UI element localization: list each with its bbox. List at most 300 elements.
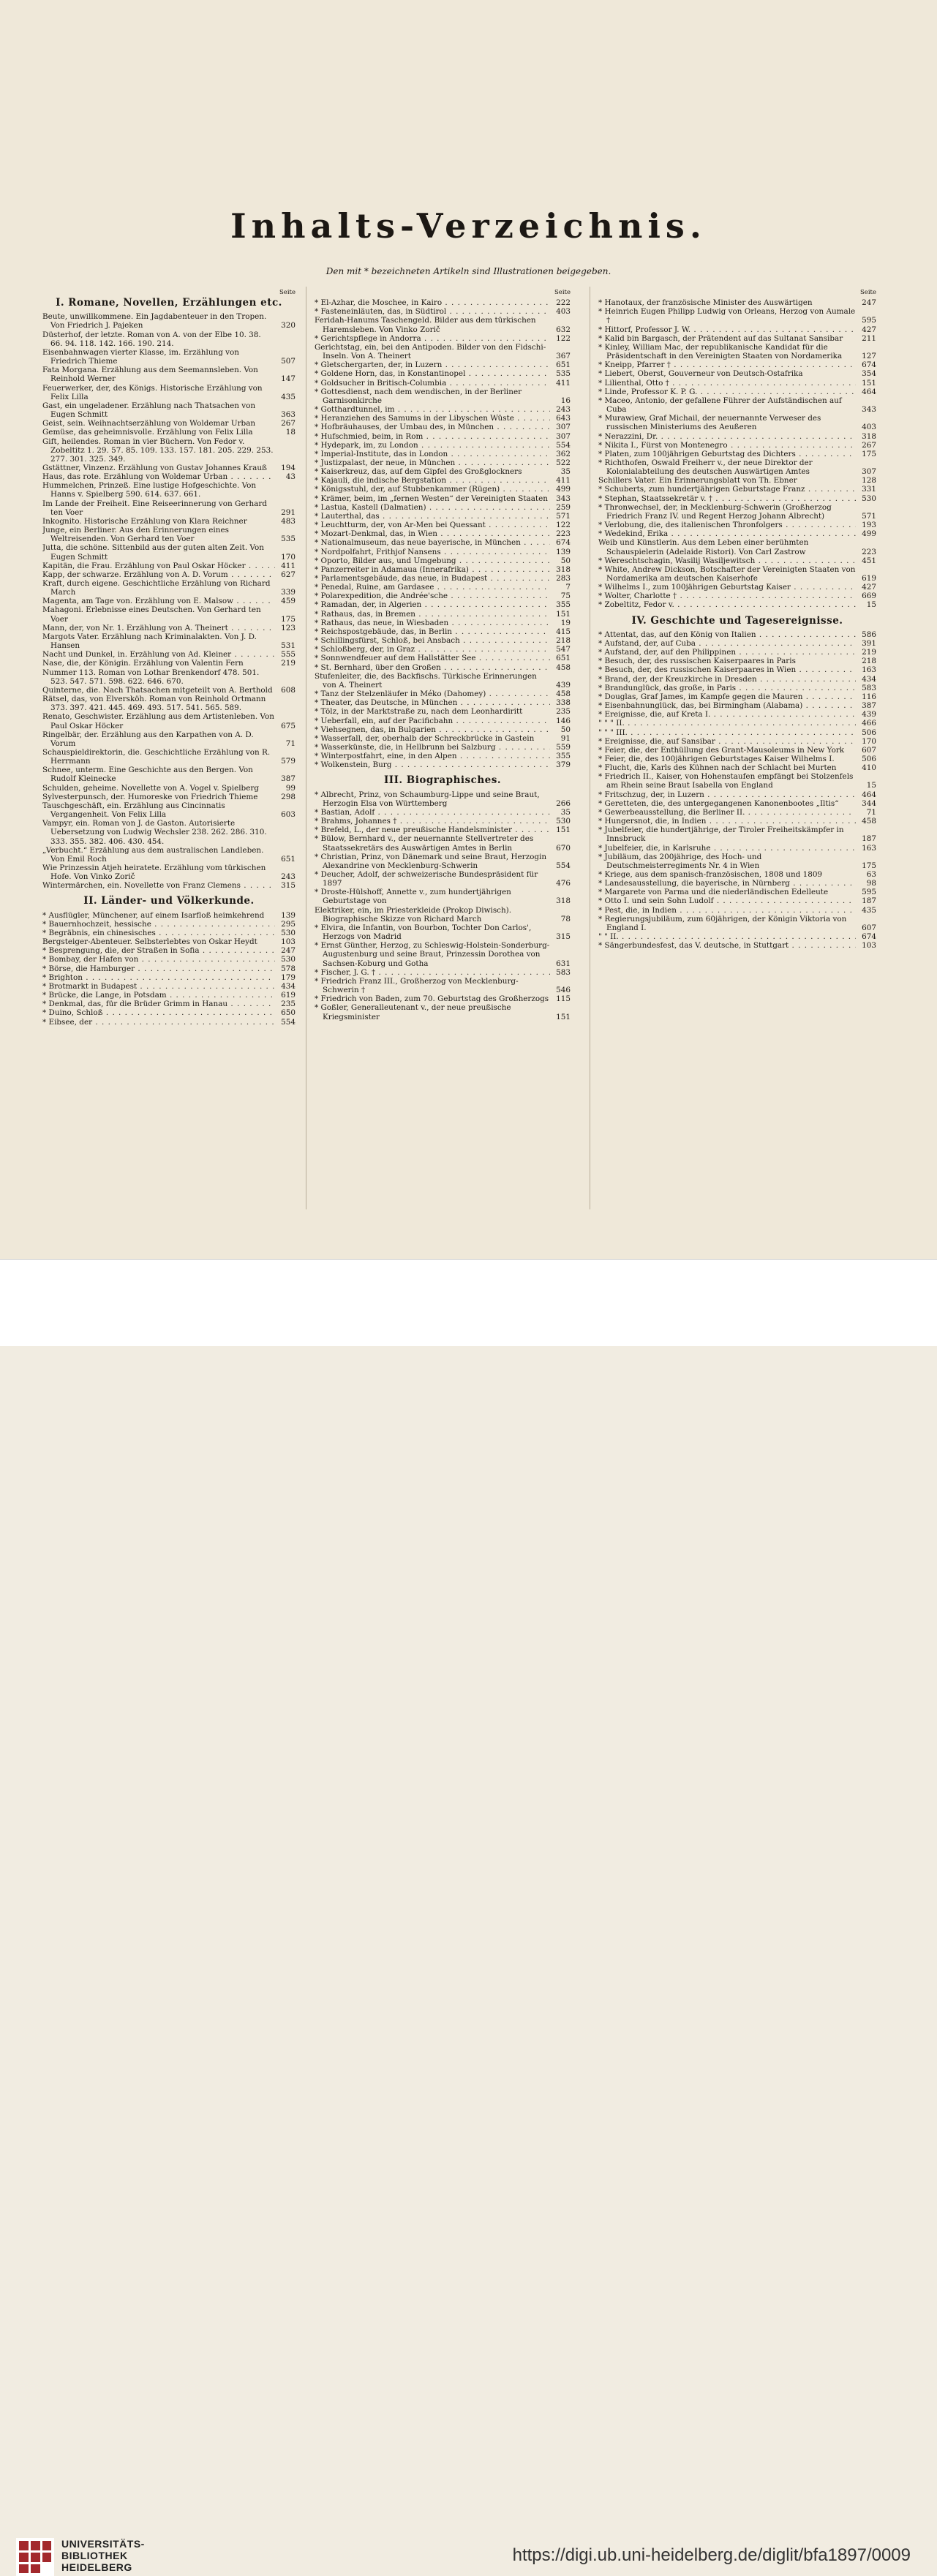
- toc-entry[interactable]: [315, 414, 571, 423]
- toc-entry-page: 247: [281, 946, 296, 956]
- toc-entry-page: 427: [862, 325, 876, 334]
- toc-entry[interactable]: [42, 472, 296, 481]
- toc-entry-title: Düsterhof, der letzte. Roman von A. von der Elbe 10. 38. 66. 94. 118. 142. 166. 190. 214.: [42, 330, 261, 348]
- toc-entry-page: 18: [285, 428, 296, 437]
- permalink-url[interactable]: https://digi.ub.uni-heidelberg.de/diglit/bfa1897/0009: [512, 2545, 911, 2565]
- toc-entry-title: * Nationalmuseum, das neue bayerische, in München . . .: [315, 538, 550, 547]
- toc-entry-title: * Panzerreiter in Adamaua (Innerafrika) . . .: [315, 565, 550, 574]
- toc-entry[interactable]: [598, 521, 876, 529]
- toc-entry-page: 223: [862, 547, 876, 556]
- toc-entry[interactable]: [598, 665, 876, 674]
- toc-entry[interactable]: [598, 414, 876, 431]
- toc-entry[interactable]: [598, 701, 876, 710]
- toc-entry[interactable]: [42, 401, 296, 419]
- toc-entry[interactable]: [42, 929, 296, 937]
- toc-entry[interactable]: [598, 932, 876, 941]
- toc-entry-page: 43: [285, 472, 296, 482]
- toc-entry[interactable]: [315, 441, 571, 450]
- toc-entry[interactable]: [315, 529, 571, 538]
- toc-entry[interactable]: [315, 307, 571, 316]
- toc-entry[interactable]: [315, 405, 571, 414]
- toc-entry-title: * St. Bernhard, über den Großen . . .: [315, 663, 550, 672]
- toc-entry-title: * Albrecht, Prinz, von Schaumburg-Lippe und seine Braut, Herzogin Elsa von Württemberg: [315, 790, 540, 808]
- toc-entry-title: * Jubiläum, das 200jährige, des Hoch- und Deutschmeisterregiments Nr. 4 in Wien: [598, 852, 762, 870]
- toc-entry[interactable]: [42, 793, 296, 801]
- toc-entry-page: 7: [565, 583, 571, 592]
- toc-entry-title: * Platen, zum 100jährigen Geburtstag des Dichters . . .: [598, 450, 856, 458]
- toc-entry-title: * Besuch, der, des russischen Kaiserpaares in Paris: [598, 657, 796, 666]
- toc-entry-page: 235: [281, 1000, 296, 1009]
- toc-entry-page: 434: [862, 674, 876, 684]
- toc-entry[interactable]: [315, 556, 571, 565]
- toc-entry[interactable]: [42, 659, 296, 668]
- toc-entry-title: Mann, der, von Nr. 1. Erzählung von A. Theinert . . .: [42, 624, 275, 632]
- toc-entry[interactable]: [42, 955, 296, 964]
- toc-entry[interactable]: [598, 853, 876, 870]
- toc-entry-page: 298: [281, 792, 296, 801]
- toc-entry[interactable]: [42, 624, 296, 632]
- toc-entry[interactable]: [315, 316, 571, 333]
- toc-entry-page: 439: [556, 680, 571, 690]
- scanned-page: [0, 0, 937, 1259]
- toc-entry[interactable]: [598, 719, 876, 728]
- toc-entry[interactable]: [42, 419, 296, 428]
- toc-entry[interactable]: [42, 481, 296, 499]
- toc-entry[interactable]: [42, 650, 296, 659]
- toc-entry[interactable]: [42, 982, 296, 991]
- toc-entry[interactable]: [598, 763, 876, 772]
- toc-entry[interactable]: [315, 888, 571, 905]
- toc-entry-title: * Liebert, Oberst, Gouverneur von Deutsch-Ostafrika: [598, 369, 803, 379]
- toc-entry[interactable]: [315, 548, 571, 556]
- toc-entry-page: 211: [862, 333, 876, 343]
- toc-entry[interactable]: [315, 636, 571, 645]
- toc-entry[interactable]: [42, 366, 296, 383]
- toc-entry[interactable]: [598, 915, 876, 932]
- toc-entry-page: 607: [862, 923, 876, 932]
- toc-entry-title: * Kinley, William Mac, der republikanische Kandidat für die Präsidentschaft in den Vereinigten Staaten von Nordamerika: [598, 342, 843, 361]
- toc-entry[interactable]: [315, 941, 571, 967]
- toc-entry[interactable]: [42, 973, 296, 982]
- toc-entry[interactable]: [315, 672, 571, 690]
- toc-entry-title: Stufenleiter, die, des Backfischs. Türkische Erinnerungen von A. Theinert: [315, 671, 537, 690]
- toc-entry[interactable]: [598, 817, 876, 826]
- toc-entry-page: 362: [556, 449, 571, 458]
- toc-entry[interactable]: [598, 396, 876, 414]
- toc-entry-title: * Kajauli, die indische Bergstation . . .: [315, 476, 550, 485]
- toc-entry[interactable]: [598, 432, 876, 441]
- toc-entry[interactable]: [42, 526, 296, 543]
- toc-entry[interactable]: [315, 494, 571, 503]
- toc-entry-title: * Gerichtspflege in Andorra . . .: [315, 334, 550, 343]
- toc-entry[interactable]: [598, 648, 876, 657]
- toc-entry-page: 267: [862, 440, 876, 450]
- toc-entry-title: Wintermärchen, ein. Novellette von Franz Clemens . . .: [42, 881, 275, 890]
- toc-entry-title: * Reichspostgebäude, das, in Berlin . . .: [315, 627, 550, 636]
- toc-entry-page: 554: [556, 861, 571, 870]
- toc-entry[interactable]: [315, 627, 571, 636]
- toc-entry[interactable]: [42, 819, 296, 845]
- toc-entry[interactable]: [315, 790, 571, 808]
- toc-entry-title: * Denkmal, das, für die Brüder Grimm in Hanau . . .: [42, 1000, 275, 1008]
- toc-entry[interactable]: [42, 597, 296, 605]
- toc-entry-page: 595: [862, 316, 876, 325]
- toc-entry-page: 343: [556, 494, 571, 503]
- toc-entry[interactable]: [315, 619, 571, 627]
- toc-entry[interactable]: [42, 668, 296, 686]
- toc-entry[interactable]: [315, 654, 571, 662]
- toc-entry-page: 338: [556, 698, 571, 708]
- toc-entry-page: 128: [862, 476, 876, 486]
- page-number-header: Seite: [859, 289, 876, 296]
- toc-entry-page: 218: [862, 657, 876, 666]
- toc-entry-page: 531: [281, 641, 296, 651]
- toc-entry[interactable]: [598, 360, 876, 369]
- toc-entry[interactable]: [315, 334, 571, 343]
- toc-entry-title: * Hydepark, im, zu London . . .: [315, 441, 550, 450]
- toc-entry-title: Gast, ein ungeladener. Erzählung nach Thatsachen von Eugen Schmitt: [42, 401, 256, 420]
- toc-entry-page: 267: [281, 419, 296, 428]
- toc-entry[interactable]: [315, 538, 571, 547]
- toc-entry[interactable]: [598, 896, 876, 905]
- toc-entry[interactable]: [315, 725, 571, 734]
- toc-entry[interactable]: [42, 1018, 296, 1027]
- toc-entry[interactable]: [42, 543, 296, 561]
- toc-entry[interactable]: [42, 766, 296, 783]
- toc-entry[interactable]: [42, 562, 296, 570]
- toc-entry[interactable]: [42, 579, 296, 597]
- toc-entry-title: * Wereschtschagin, Wasilij Wasiljewitsch . . .: [598, 556, 856, 565]
- toc-entry[interactable]: [598, 298, 876, 307]
- toc-entry-page: 507: [281, 357, 296, 366]
- toc-entry-page: 583: [556, 967, 571, 977]
- toc-entry[interactable]: [598, 494, 876, 503]
- toc-entry[interactable]: [315, 512, 571, 521]
- toc-entry[interactable]: [42, 1008, 296, 1017]
- toc-entry[interactable]: [315, 698, 571, 707]
- toc-entry-page: 571: [862, 511, 876, 521]
- toc-entry[interactable]: [315, 583, 571, 592]
- toc-entry[interactable]: [315, 817, 571, 826]
- toc-entry-page: 571: [556, 511, 571, 521]
- toc-entry[interactable]: [315, 977, 571, 994]
- toc-entry-title: * Maceo, Antonio, der gefallene Führer der Aufständischen auf Cuba: [598, 396, 842, 415]
- toc-entry-title: * Kneipp, Pfarrer † . . .: [598, 360, 856, 369]
- toc-entry[interactable]: [598, 441, 876, 450]
- toc-entry[interactable]: [42, 730, 296, 748]
- toc-entry[interactable]: [315, 923, 571, 941]
- toc-entry[interactable]: [42, 920, 296, 929]
- toc-entry-title: Rätsel, das, von Elversköh. Roman von Reinhold Ortmann 373. 397. 421. 445. 469. 493. 517. 541. 565. 589.: [42, 695, 266, 713]
- toc-entry[interactable]: [315, 343, 571, 360]
- toc-entry-title: * Bauernhochzeit, hessische . . .: [42, 920, 275, 929]
- toc-entry-title: * Bastian, Adolf . . .: [315, 808, 550, 817]
- toc-entry-title: * Landesausstellung, die bayerische, in Nürnberg . . .: [598, 879, 856, 888]
- toc-entry[interactable]: [598, 388, 876, 396]
- toc-entry[interactable]: [315, 906, 571, 923]
- toc-entry[interactable]: [315, 870, 571, 888]
- toc-entry[interactable]: [42, 499, 296, 517]
- toc-entry[interactable]: [598, 538, 876, 556]
- toc-entry[interactable]: [315, 808, 571, 817]
- toc-entry-page: 187: [862, 834, 876, 844]
- toc-entry[interactable]: [315, 994, 571, 1003]
- toc-entry-page: 608: [281, 685, 296, 695]
- toc-entry-title: Kapitän, die Frau. Erzählung von Paul Oskar Höcker . . .: [42, 562, 275, 570]
- toc-entry[interactable]: [315, 826, 571, 834]
- toc-entry[interactable]: [315, 707, 571, 716]
- toc-entry[interactable]: [42, 331, 296, 348]
- toc-entry[interactable]: [598, 450, 876, 458]
- toc-entry-title: Junge, ein Berliner. Aus den Erinnerungen eines Weltreisenden. Von Gerhard ten Voer: [42, 526, 229, 544]
- toc-entry[interactable]: [598, 772, 876, 790]
- toc-entry-page: 466: [862, 719, 876, 728]
- toc-entry[interactable]: [42, 517, 296, 526]
- toc-entry[interactable]: [315, 565, 571, 574]
- toc-entry-title: * Brücke, die Lange, in Potsdam . . .: [42, 991, 275, 1000]
- toc-entry-title: * Wolkenstein, Burg . . .: [315, 760, 550, 769]
- toc-entry[interactable]: [598, 600, 876, 609]
- toc-entry[interactable]: [315, 388, 571, 405]
- toc-entry[interactable]: [315, 423, 571, 431]
- toc-entry-title: Kapp, der schwarze. Erzählung von A. D. Vorum . . .: [42, 570, 275, 579]
- toc-entry[interactable]: [42, 964, 296, 973]
- toc-entry-page: 35: [560, 467, 571, 477]
- toc-entry[interactable]: [315, 834, 571, 852]
- toc-entry[interactable]: [598, 485, 876, 494]
- toc-entry[interactable]: [598, 476, 876, 485]
- toc-entry[interactable]: [598, 556, 876, 565]
- toc-entry-title: * Aufstand, der, auf Cuba . . .: [598, 639, 856, 648]
- toc-entry[interactable]: [315, 592, 571, 600]
- toc-entry[interactable]: [315, 432, 571, 441]
- toc-entry[interactable]: [42, 464, 296, 472]
- toc-entry-title: * Begräbnis, ein chinesisches . . .: [42, 929, 275, 937]
- toc-entry[interactable]: [42, 991, 296, 1000]
- toc-entry[interactable]: [315, 690, 571, 698]
- toc-entry-page: 367: [556, 352, 571, 361]
- toc-entry-title: * Otto I. und sein Sohn Ludolf . . .: [598, 896, 856, 905]
- toc-entry[interactable]: [315, 1003, 571, 1021]
- toc-entry-page: 103: [281, 937, 296, 947]
- toc-entry[interactable]: [598, 503, 876, 521]
- toc-entry[interactable]: [598, 307, 876, 325]
- toc-entry-title: Ringelbär, der. Erzählung aus den Karpathen von A. D. Vorum: [42, 730, 254, 748]
- toc-entry-title: * Linde, Professor K. P. G. . . .: [598, 388, 856, 396]
- toc-entry[interactable]: [315, 610, 571, 619]
- toc-entry[interactable]: [598, 592, 876, 600]
- toc-entry[interactable]: [42, 312, 296, 330]
- toc-entry-page: 318: [556, 896, 571, 906]
- toc-entry[interactable]: [315, 574, 571, 583]
- toc-entry[interactable]: [598, 334, 876, 343]
- toc-entry[interactable]: [42, 686, 296, 695]
- page-number-header: Seite: [279, 289, 296, 296]
- toc-entry[interactable]: [315, 853, 571, 870]
- toc-entry[interactable]: [598, 583, 876, 592]
- toc-entry[interactable]: [315, 645, 571, 654]
- toc-entry-page: 530: [556, 817, 571, 826]
- toc-entry-page: 619: [281, 991, 296, 1000]
- toc-entry[interactable]: [598, 941, 876, 950]
- toc-entry[interactable]: [42, 864, 296, 881]
- toc-entry-page: 139: [281, 910, 296, 920]
- toc-entry-page: 627: [281, 570, 296, 579]
- toc-entry-page: 458: [556, 662, 571, 672]
- toc-entry-title: Gift, heilendes. Roman in vier Büchern. Von Fedor v. Zobeltitz 1. 29. 57. 85. 109. 133. 157. 181. 205. 229. 253. 277. 301. 325. 349.: [42, 437, 274, 464]
- toc-entry-title: * Parlamentsgebäude, das neue, in Budapest . . .: [315, 574, 550, 583]
- toc-entry[interactable]: [598, 870, 876, 879]
- toc-entry[interactable]: [315, 503, 571, 512]
- toc-entry-title: * Wasserkünste, die, in Hellbrunn bei Salzburg . . .: [315, 743, 550, 752]
- toc-entry[interactable]: [42, 695, 296, 712]
- toc-entry-title: * Polarexpedition, die Andrée'sche . . .: [315, 592, 550, 600]
- toc-entry[interactable]: [315, 717, 571, 725]
- toc-entry-page: 435: [862, 905, 876, 915]
- toc-entry-page: 71: [285, 739, 296, 748]
- toc-entry[interactable]: [42, 428, 296, 437]
- toc-entry[interactable]: [42, 784, 296, 793]
- toc-entry[interactable]: [315, 458, 571, 467]
- toc-entry[interactable]: [42, 937, 296, 946]
- toc-entry[interactable]: [598, 826, 876, 843]
- toc-entry-title: * Nerazzini, Dr. . . .: [598, 432, 856, 441]
- toc-entry-page: 354: [862, 369, 876, 379]
- toc-entry-page: 535: [556, 369, 571, 379]
- toc-entry[interactable]: [42, 946, 296, 955]
- toc-entry[interactable]: [315, 379, 571, 388]
- toc-entry[interactable]: [42, 911, 296, 920]
- toc-entry[interactable]: [598, 675, 876, 684]
- toc-entry-title: * Brefeld, L., der neue preußische Handelsminister . . .: [315, 826, 550, 834]
- toc-entry[interactable]: [598, 844, 876, 853]
- toc-entry-title: * Kriege, aus dem spanisch-französischen, 1808 und 1809: [598, 870, 823, 879]
- toc-entry[interactable]: [42, 384, 296, 401]
- toc-entry[interactable]: [598, 639, 876, 648]
- toc-entry-page: 122: [556, 333, 571, 343]
- toc-entry[interactable]: [315, 968, 571, 977]
- toc-entry[interactable]: [315, 663, 571, 672]
- toc-entry[interactable]: [598, 790, 876, 799]
- toc-entry[interactable]: [598, 369, 876, 378]
- toc-entry-page: 98: [866, 879, 876, 888]
- toc-entry[interactable]: [598, 657, 876, 665]
- toc-entry-title: Haus, das rote. Erzählung von Woldemar Urban . . .: [42, 472, 275, 481]
- toc-entry[interactable]: [42, 1000, 296, 1008]
- toc-entry[interactable]: [315, 467, 571, 476]
- toc-entry-page: 127: [862, 352, 876, 361]
- toc-entry[interactable]: [315, 485, 571, 494]
- toc-entry[interactable]: [598, 379, 876, 388]
- toc-entry-title: * Aufstand, der, auf den Philippinen . . .: [598, 648, 856, 657]
- toc-entry[interactable]: [315, 360, 571, 369]
- toc-entry[interactable]: [315, 600, 571, 609]
- toc-entry[interactable]: [42, 632, 296, 650]
- toc-entry[interactable]: [42, 570, 296, 579]
- toc-entry-title: * Jubelfeier, die, in Karlsruhe . . .: [598, 844, 856, 853]
- toc-entry[interactable]: [42, 748, 296, 766]
- toc-entry[interactable]: [42, 605, 296, 623]
- toc-entry[interactable]: [42, 846, 296, 864]
- toc-entry-page: 78: [560, 914, 571, 923]
- toc-entry[interactable]: [598, 710, 876, 719]
- toc-entry[interactable]: [42, 881, 296, 890]
- toc-entry[interactable]: [598, 565, 876, 583]
- toc-entry-page: 427: [862, 583, 876, 592]
- toc-entry[interactable]: [598, 906, 876, 915]
- toc-entry-page: 595: [862, 888, 876, 897]
- toc-entry[interactable]: [42, 712, 296, 730]
- toc-entry[interactable]: [42, 348, 296, 366]
- toc-entry-page: 675: [281, 721, 296, 730]
- toc-entry-page: 651: [556, 360, 571, 370]
- toc-entry[interactable]: [598, 458, 876, 476]
- toc-entry[interactable]: [598, 630, 876, 639]
- toc-entry[interactable]: [42, 801, 296, 819]
- toc-entry[interactable]: [598, 325, 876, 334]
- toc-entry-title: Gstättner, Vinzenz. Erzählung von Gustav Johannes Krauß: [42, 463, 267, 472]
- toc-entry[interactable]: [315, 743, 571, 752]
- toc-entry[interactable]: [315, 298, 571, 307]
- toc-entry[interactable]: [598, 737, 876, 746]
- toc-entry-page: 331: [862, 485, 876, 494]
- toc-entry-page: 554: [281, 1017, 296, 1027]
- toc-entry-page: 458: [862, 817, 876, 826]
- toc-entry-page: 75: [560, 592, 571, 601]
- toc-entry[interactable]: [598, 808, 876, 817]
- toc-entry-page: 318: [556, 564, 571, 574]
- toc-entry[interactable]: [598, 755, 876, 763]
- toc-entry[interactable]: [315, 734, 571, 743]
- toc-entry-page: 547: [556, 645, 571, 654]
- toc-entry[interactable]: [598, 529, 876, 538]
- toc-entry-title: * Tölz, in der Marktstraße zu, nach dem Leonhardiritt: [315, 707, 523, 717]
- toc-entry-page: 15: [866, 781, 876, 790]
- toc-entry-page: 223: [556, 529, 571, 539]
- toc-entry-title: * Brandunglück, das große, in Paris . . .: [598, 684, 856, 692]
- toc-entry-page: 651: [281, 854, 296, 864]
- toc-entry-title: * Jubelfeier, die hundertjährige, der Tiroler Freiheitskämpfer in Innsbruck: [598, 826, 844, 844]
- toc-entry[interactable]: [598, 746, 876, 755]
- toc-entry-title: * Brahms, Johannes † . . .: [315, 817, 550, 826]
- toc-entry[interactable]: [315, 476, 571, 485]
- toc-entry-title: * Thronwechsel, der, in Mecklenburg-Schwerin (Großherzog Friedrich Franz IV. und Regent Herzog Johann Albrecht): [598, 502, 832, 521]
- toc-entry-title: * Wolter, Charlotte † . . .: [598, 592, 856, 600]
- toc-entry-title: * Goßler, Generalleutenant v., der neue preußische Kriegsminister: [315, 1003, 511, 1021]
- toc-entry[interactable]: [598, 799, 876, 808]
- toc-entry-title: * Ramadan, der, in Algerien . . .: [315, 600, 550, 609]
- toc-entry-title: * Penedal, Ruine, am Gardasee . . .: [315, 583, 550, 592]
- toc-entry[interactable]: [315, 369, 571, 378]
- toc-entry-page: 175: [281, 614, 296, 624]
- toc-entry-title: * Fasteneinläuten, das, in Südtirol . . .: [315, 307, 550, 316]
- toc-entry[interactable]: [42, 437, 296, 464]
- toc-entry[interactable]: [315, 450, 571, 458]
- toc-entry[interactable]: [598, 684, 876, 692]
- toc-entry[interactable]: [315, 760, 571, 769]
- toc-entry[interactable]: [598, 728, 876, 737]
- toc-entry-page: 483: [281, 516, 296, 526]
- toc-entry[interactable]: [598, 692, 876, 701]
- toc-entry[interactable]: [315, 521, 571, 529]
- toc-entry[interactable]: [598, 879, 876, 888]
- toc-entry[interactable]: [315, 752, 571, 760]
- toc-entry-title: * Richthofen, Oswald Freiherr v., der neue Direktor der Kolonialabteilung des deutschen Auswärtigen Amtes: [598, 458, 813, 477]
- toc-entry-page: 35: [560, 807, 571, 817]
- toc-entry-title: * Douglas, Graf James, im Kampfe gegen die Mauren . . .: [598, 692, 856, 701]
- toc-entry[interactable]: [598, 888, 876, 896]
- toc-entry[interactable]: [598, 343, 876, 360]
